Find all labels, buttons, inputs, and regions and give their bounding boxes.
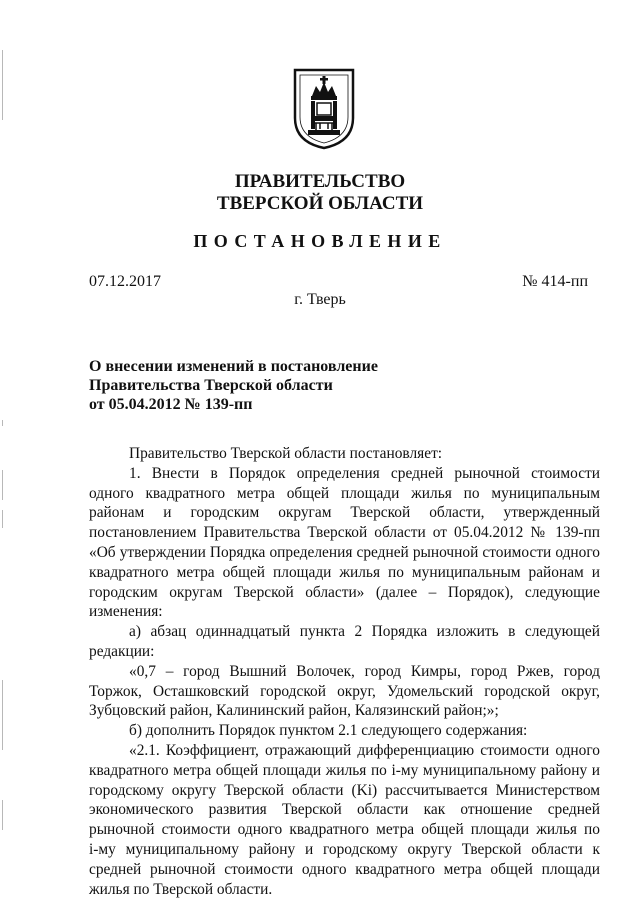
organization-region: ТВЕРСКОЙ ОБЛАСТИ [216,193,424,214]
document-date: 07.12.2017 [89,273,161,290]
body-line: районам и городским округам Тверской области, утвержденный [89,504,600,522]
body-line: редакции: [89,642,155,660]
subject-line: Правительства Тверской области [89,377,333,394]
body-line: квадратного метра общей площади жилья по муниципальным районам и [89,563,600,581]
body-line: i-му муниципальному району и городскому округу Тверской области к [89,840,600,858]
subject-line: О внесении изменений в постановление [89,358,378,375]
body-line: «0,7 – город Вышний Волочек, город Кимры, город Ржев, город [129,662,600,680]
subject-line: от 05.04.2012 № 139-пп [89,396,253,413]
scan-edge-marks [2,40,6,900]
body-line: «Об утверждении Порядка определения средней рыночной стоимости одного [89,543,600,561]
body-line: рыночной стоимости одного квадратного метра общей площади жилья по [89,821,600,839]
document-city: г. Тверь [294,291,346,308]
body-line: 1. Внести в Порядок определения средней рыночной стоимости [129,464,600,482]
body-line: средней рыночной стоимости одного квадратного метра общей площади [89,860,600,878]
body-line: городскому округу Тверской области (Ki) рассчитывается Министерством [89,781,600,799]
organization-name: ПРАВИТЕЛЬСТВО [234,171,406,192]
document-subject [89,357,378,414]
body-line: б) дополнить Порядок пунктом 2.1 следующего содержания: [129,722,528,740]
body-line: «2.1. Коэффициент, отражающий дифференциацию стоимости одного [129,741,600,759]
coat-of-arms-emblem [292,66,356,150]
body-line: изменения: [89,603,163,621]
document-body [89,444,600,899]
body-line: Торжок, Осташковский городской округ, Удомельский городской округ, [89,682,600,700]
body-line: Правительство Тверской области постановляет: [129,445,443,462]
document-number: № 414-пп [522,273,588,290]
body-line: квадратного метра общей площади жилья по i-му муниципальному району и [89,761,600,779]
body-line: Зубцовский район, Калининский район, Калязинский район;»; [89,702,499,720]
body-line: экономического развития Тверской области как отношение средней [89,801,600,819]
body-line: одного квадратного метра общей площади жилья по муниципальным [89,484,600,502]
body-line: городским округам Тверской области» (далее – Порядок), следующие [89,583,600,601]
body-line: жилья по Тверской области. [89,880,273,898]
body-line: а) абзац одиннадцатый пункта 2 Порядка изложить в следующей [129,623,600,641]
document-type: ПОСТАНОВЛЕНИЕ [193,231,447,251]
body-line: постановлением Правительства Тверской области от 05.04.2012 № 139-пп [89,524,600,542]
